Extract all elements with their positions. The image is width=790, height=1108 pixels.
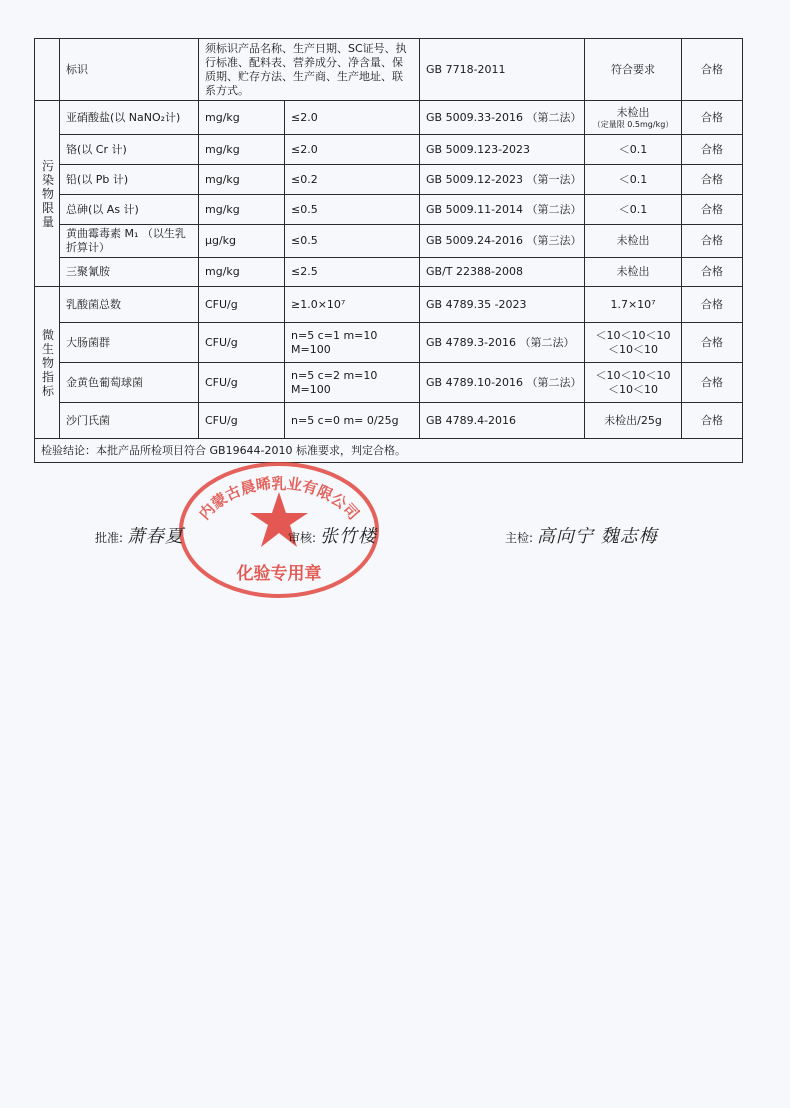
unit: mg/kg [199, 165, 285, 195]
verdict: 合格 [682, 135, 743, 165]
category-contaminant: 污染物限量 [35, 101, 60, 287]
stamp-company-text: 内蒙古晨晞乳业有限公司 [195, 474, 363, 524]
result: 未检出 [616, 105, 650, 119]
table-row [35, 195, 743, 225]
table-row [35, 363, 743, 403]
unit: mg/kg [199, 258, 285, 287]
limit: ≤2.5 [285, 258, 420, 287]
limit: ≤0.5 [285, 195, 420, 225]
result: 未检出 [585, 258, 682, 287]
unit: CFU/g [199, 287, 285, 323]
item-name: 乳酸菌总数 [60, 287, 199, 323]
limit-line-1: n=5 c=1 m=10 [291, 328, 378, 342]
limit: n=5 c=0 m= 0/25g [285, 403, 420, 439]
table-row [35, 287, 743, 323]
category-microbial: 微生物指标 [35, 287, 60, 439]
unit: μg/kg [199, 225, 285, 258]
verdict: 合格 [682, 165, 743, 195]
result-line-2: ＜10＜10 [608, 382, 659, 396]
unit: mg/kg [199, 195, 285, 225]
result: 符合要求 [585, 39, 682, 101]
table-row [35, 39, 743, 101]
limit: ≤0.2 [285, 165, 420, 195]
method: GB 5009.24-2016 （第三法） [420, 225, 585, 258]
item-name: 亚硝酸盐(以 NaNO₂计) [60, 101, 199, 135]
approve-signature: 萧春夏 [126, 526, 184, 547]
review-signature: 张竹楼 [319, 526, 377, 547]
limit-cell [285, 363, 420, 403]
result: 1.7×10⁷ [585, 287, 682, 323]
table-row [35, 135, 743, 165]
table-row [35, 323, 743, 363]
result-line-1: ＜10＜10＜10 [595, 368, 671, 382]
result: ＜0.1 [585, 195, 682, 225]
limit: ≥1.0×10⁷ [285, 287, 420, 323]
verdict: 合格 [682, 363, 743, 403]
conclusion-text: 检验结论：本批产品所检项目符合 GB19644-2010 标准要求，判定合格。 [35, 439, 743, 463]
approve-block [95, 522, 184, 548]
limit-cell [285, 323, 420, 363]
item-name: 标识 [60, 39, 199, 101]
method: GB 5009.123-2023 [420, 135, 585, 165]
result-line-1: ＜10＜10＜10 [595, 328, 671, 342]
item-name: 黄曲霉毒素 M₁ （以生乳折算计） [60, 225, 199, 258]
lead-label: 主检: [505, 531, 534, 545]
table-row [35, 225, 743, 258]
table-row [35, 101, 743, 135]
unit: CFU/g [199, 323, 285, 363]
limit-line-1: n=5 c=2 m=10 [291, 368, 378, 382]
method: GB 4789.3-2016 （第二法） [420, 323, 585, 363]
verdict: 合格 [682, 403, 743, 439]
result-cell [585, 363, 682, 403]
table-row [35, 403, 743, 439]
method: GB 4789.4-2016 [420, 403, 585, 439]
limit-line-2: M=100 [291, 382, 331, 396]
item-name: 总砷(以 As 计) [60, 195, 199, 225]
method: GB 5009.33-2016 （第二法） [420, 101, 585, 135]
unit: mg/kg [199, 101, 285, 135]
verdict: 合格 [682, 195, 743, 225]
limit: ≤0.5 [285, 225, 420, 258]
item-name: 三聚氰胺 [60, 258, 199, 287]
lead-block [505, 522, 658, 548]
review-label: 审核: [288, 531, 317, 545]
unit: mg/kg [199, 135, 285, 165]
review-block [288, 522, 377, 548]
unit: CFU/g [199, 363, 285, 403]
item-name: 铅(以 Pb 计) [60, 165, 199, 195]
table-row-conclusion [35, 439, 743, 463]
verdict: 合格 [682, 39, 743, 101]
limit: ≤2.0 [285, 135, 420, 165]
method: GB 5009.12-2023 （第一法） [420, 165, 585, 195]
verdict: 合格 [682, 225, 743, 258]
item-name: 大肠菌群 [60, 323, 199, 363]
test-results-table [34, 38, 743, 463]
verdict: 合格 [682, 287, 743, 323]
item-name: 金黄色葡萄球菌 [60, 363, 199, 403]
approve-label: 批准: [95, 531, 124, 545]
item-name: 沙门氏菌 [60, 403, 199, 439]
lead-signature: 高向宁 魏志梅 [536, 526, 658, 547]
result-note: （定量限 0.5mg/kg） [592, 119, 674, 129]
empty-category-cell [35, 39, 60, 101]
verdict: 合格 [682, 101, 743, 135]
method: GB 5009.11-2014 （第二法） [420, 195, 585, 225]
result: 未检出/25g [585, 403, 682, 439]
method: GB 7718-2011 [420, 39, 585, 101]
limit: ≤2.0 [285, 101, 420, 135]
method: GB 4789.10-2016 （第二法） [420, 363, 585, 403]
limit-text: 须标识产品名称、生产日期、SC证号、执行标准、配料表、营养成分、净含量、保质期、贮存方法、生产商、生产地址、联系方式。 [199, 39, 420, 101]
table-row [35, 258, 743, 287]
method: GB/T 22388-2008 [420, 258, 585, 287]
method: GB 4789.35 -2023 [420, 287, 585, 323]
item-name: 铬(以 Cr 计) [60, 135, 199, 165]
result: ＜0.1 [585, 165, 682, 195]
stamp-purpose-text: 化验专用章 [236, 564, 322, 584]
result-cell [585, 323, 682, 363]
table-row [35, 165, 743, 195]
limit-line-2: M=100 [291, 342, 331, 356]
result-cell [585, 101, 682, 135]
result: 未检出 [585, 225, 682, 258]
unit: CFU/g [199, 403, 285, 439]
verdict: 合格 [682, 258, 743, 287]
result: ＜0.1 [585, 135, 682, 165]
verdict: 合格 [682, 323, 743, 363]
result-line-2: ＜10＜10 [608, 342, 659, 356]
